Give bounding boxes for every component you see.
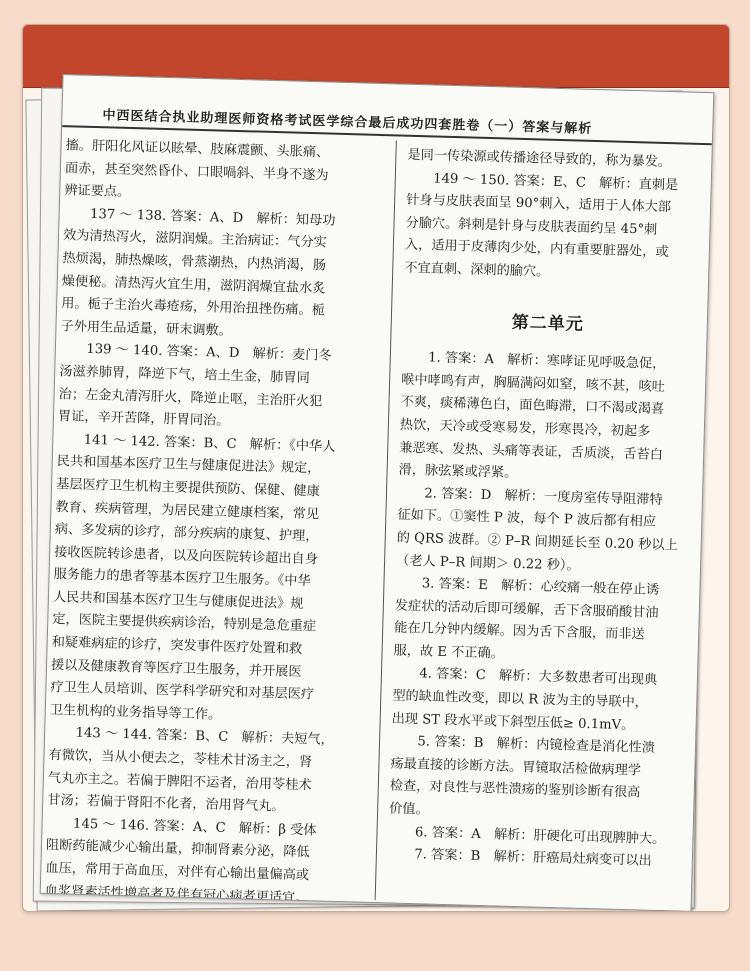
- text-line: 的 QRS 波群。② P–R 间期延长至 0.20 秒以上: [396, 530, 678, 554]
- text-line: 滑，脉弦紧或浮紧。: [398, 462, 518, 482]
- text-line: 1. 答案：A 解析：寒哮证见呼吸急促，: [427, 350, 666, 373]
- text-line: 137 ～ 138. 答案：A、D 解析：知母功: [89, 206, 336, 229]
- text-line: 入，适用于皮薄肉少处，内有重要脏器处，或: [404, 238, 669, 261]
- text-line: 效为清热泻火，滋阴润燥。主治病证：气分实: [62, 228, 327, 251]
- text-line: 基层医疗卫生机构主要提供预防、保健、健康: [55, 476, 320, 500]
- text-line: 服务能力的患者等基本医疗卫生服务。《中华: [53, 567, 311, 590]
- text-line: 145 ～ 146. 答案：A、C 解析：β 受体: [72, 816, 317, 839]
- text-line: 价值。: [388, 801, 429, 818]
- text-line: 2. 答案：D 解析：一度房室传导阻滞特: [424, 486, 663, 508]
- product-card: [22, 24, 730, 912]
- text-line: 针身与皮肤表面呈 90°刺入，适用于人体大部: [405, 192, 672, 216]
- text-line: 分腧穴。斜刺是针身与皮肤表面约呈 45°刺: [405, 215, 658, 238]
- text-line: 人民共和国基本医疗卫生与健康促进法》规: [52, 589, 304, 612]
- text-line: 服，故 E 不正确。: [393, 643, 505, 662]
- text-line: 卫生机构的业务指导等工作。: [49, 702, 222, 723]
- text-line: 用。栀子主治火毒疮疡，外用治扭挫伤痛。栀: [60, 296, 326, 319]
- text-line: 检查，对良性与恶性溃疡的鉴别诊断有很高: [389, 778, 641, 801]
- text-line: 疗卫生人员培训、医学科学研究和对基层医疗: [50, 680, 315, 703]
- text-line: 4. 答案：C 解析：大多数患者可出现典: [419, 666, 658, 689]
- text-line: 发症状的活动后即可缓解，舌下含服硝酸甘油: [394, 598, 659, 621]
- text-line: 6. 答案：A 解析：肝硬化可出现脾肿大。: [414, 824, 666, 847]
- text-line: 141 ～ 142. 答案：B、C 解析：《中华人: [83, 432, 336, 455]
- text-line: 7. 答案：B 解析：肝癌局灶病变可以出: [414, 847, 652, 870]
- page-header: 中西医结合执业助理医师资格考试医学综合最后成功四套胜卷（一）答案与解析: [102, 108, 593, 137]
- text-line: 143 ～ 144. 答案：B、C 解析：夫短气，: [75, 726, 334, 749]
- text-line: 有微饮，当从小便去之，苓桂术甘汤主之，肾: [48, 747, 313, 771]
- left-column: [44, 135, 383, 912]
- text-line: 辨证要点。: [64, 183, 131, 201]
- text-line: 热饮，天冷或受寒易发，形寒畏冷，初起多: [399, 417, 651, 440]
- text-line: 病、多发病的诊疗，部分疾病的康复、护理，: [54, 522, 319, 545]
- text-line: 汤滋养肺胃，降逆下气，培土生金，肺胃同: [59, 364, 310, 387]
- text-line: 子外用生品适量，研末调敷。: [60, 318, 233, 339]
- text-line: 喉中哮鸣有声，胸膈满闷如窒，咳不甚，咳吐: [400, 372, 666, 395]
- text-line: 燥便秘。清热泻火宜生用，滋阴润燥宜盐水炙: [61, 273, 326, 297]
- text-line: 疡最直接的诊断方法。胃镜取活检做病理学: [390, 756, 642, 779]
- text-line: 139 ～ 140. 答案：A、D 解析：麦门冬: [86, 342, 332, 365]
- book-page: [40, 74, 715, 912]
- text-line: 不爽，痰稀薄色白，面色晦滞，口不渴或渴喜: [400, 394, 665, 418]
- text-line: 兼恶寒、发热、头痛等表证，舌质淡，舌苔白: [399, 440, 664, 463]
- text-line: 和疑难病症的诊疗，突发事件医疗处置和救: [51, 635, 303, 658]
- text-line: 面赤，甚至突然昏仆、口眼喎斜、半身不遂为: [64, 160, 329, 184]
- text-line: （老人 P–R 间期＞ 0.22 秒）。: [395, 553, 580, 574]
- text-line: 阻断药能减少心输出量，抑制肾素分泌，降低: [45, 838, 310, 861]
- text-line: 甘汤；若偏于肾阳不化者，治用肾气丸。: [47, 793, 285, 815]
- text-line: 接收医院转诊患者，以及向医院转诊超出自身: [54, 544, 319, 568]
- text-line: 援以及健康教育等医疗卫生服务，并开展医: [50, 657, 302, 680]
- text-line: 型的缺血性改变，即以 R 波为主的导联中，: [392, 688, 649, 711]
- text-line: 民共和国基本医疗卫生与健康促进法》规定，: [56, 454, 321, 477]
- text-line: 治；左金丸清泻肝火，降逆止呕，主治肝火犯: [58, 386, 323, 409]
- text-line: 血浆肾素活性增高者及伴有冠心病者更适宜。: [44, 883, 309, 906]
- text-line: 5. 答案：B 解析：内镜检查是消化性溃: [417, 734, 656, 757]
- text-line: 教育、疾病管理，为居民建立健康档案，常见: [55, 499, 320, 522]
- text-line: 气丸亦主之。若偏于脾阳不运者，治用苓桂术: [47, 770, 312, 793]
- text-line: 不宜直刺、深刺的腧穴。: [404, 260, 550, 280]
- text-line: 定，医院主要提供疾病诊治，特别是急危重症: [52, 612, 317, 635]
- text-line: 血压，常用于高血压，对伴有心输出量偏高或: [45, 860, 310, 884]
- text-line: 胃证，辛开苦降，肝胃同治。: [57, 409, 230, 429]
- text-line: 出现 ST 段水平或下斜型压低≥ 0.1mV。: [391, 711, 635, 733]
- text-line: 搐。肝阳化风证以眩晕、肢麻震颤、头胀痛、: [65, 138, 330, 161]
- text-line: 149 ～ 150. 答案：E、C 解析：直刺是: [432, 171, 679, 193]
- text-line: 热烦渴，肺热燥咳，骨蒸潮热，内热消渴，肠: [62, 251, 327, 274]
- section-title: 第二单元: [511, 312, 585, 335]
- text-line: 是同一传染源或传播途径导致的，称为暴发。: [407, 147, 672, 171]
- text-line: 能在几分钟内缓解。因为舌下含服，而非送: [394, 620, 645, 643]
- text-line: 征如下。①窦性 P 波，每个 P 波后都有相应: [397, 507, 657, 531]
- right-column: [388, 145, 698, 875]
- text-line: 3. 答案：E 解析：心绞痛一般在停止诱: [421, 576, 660, 599]
